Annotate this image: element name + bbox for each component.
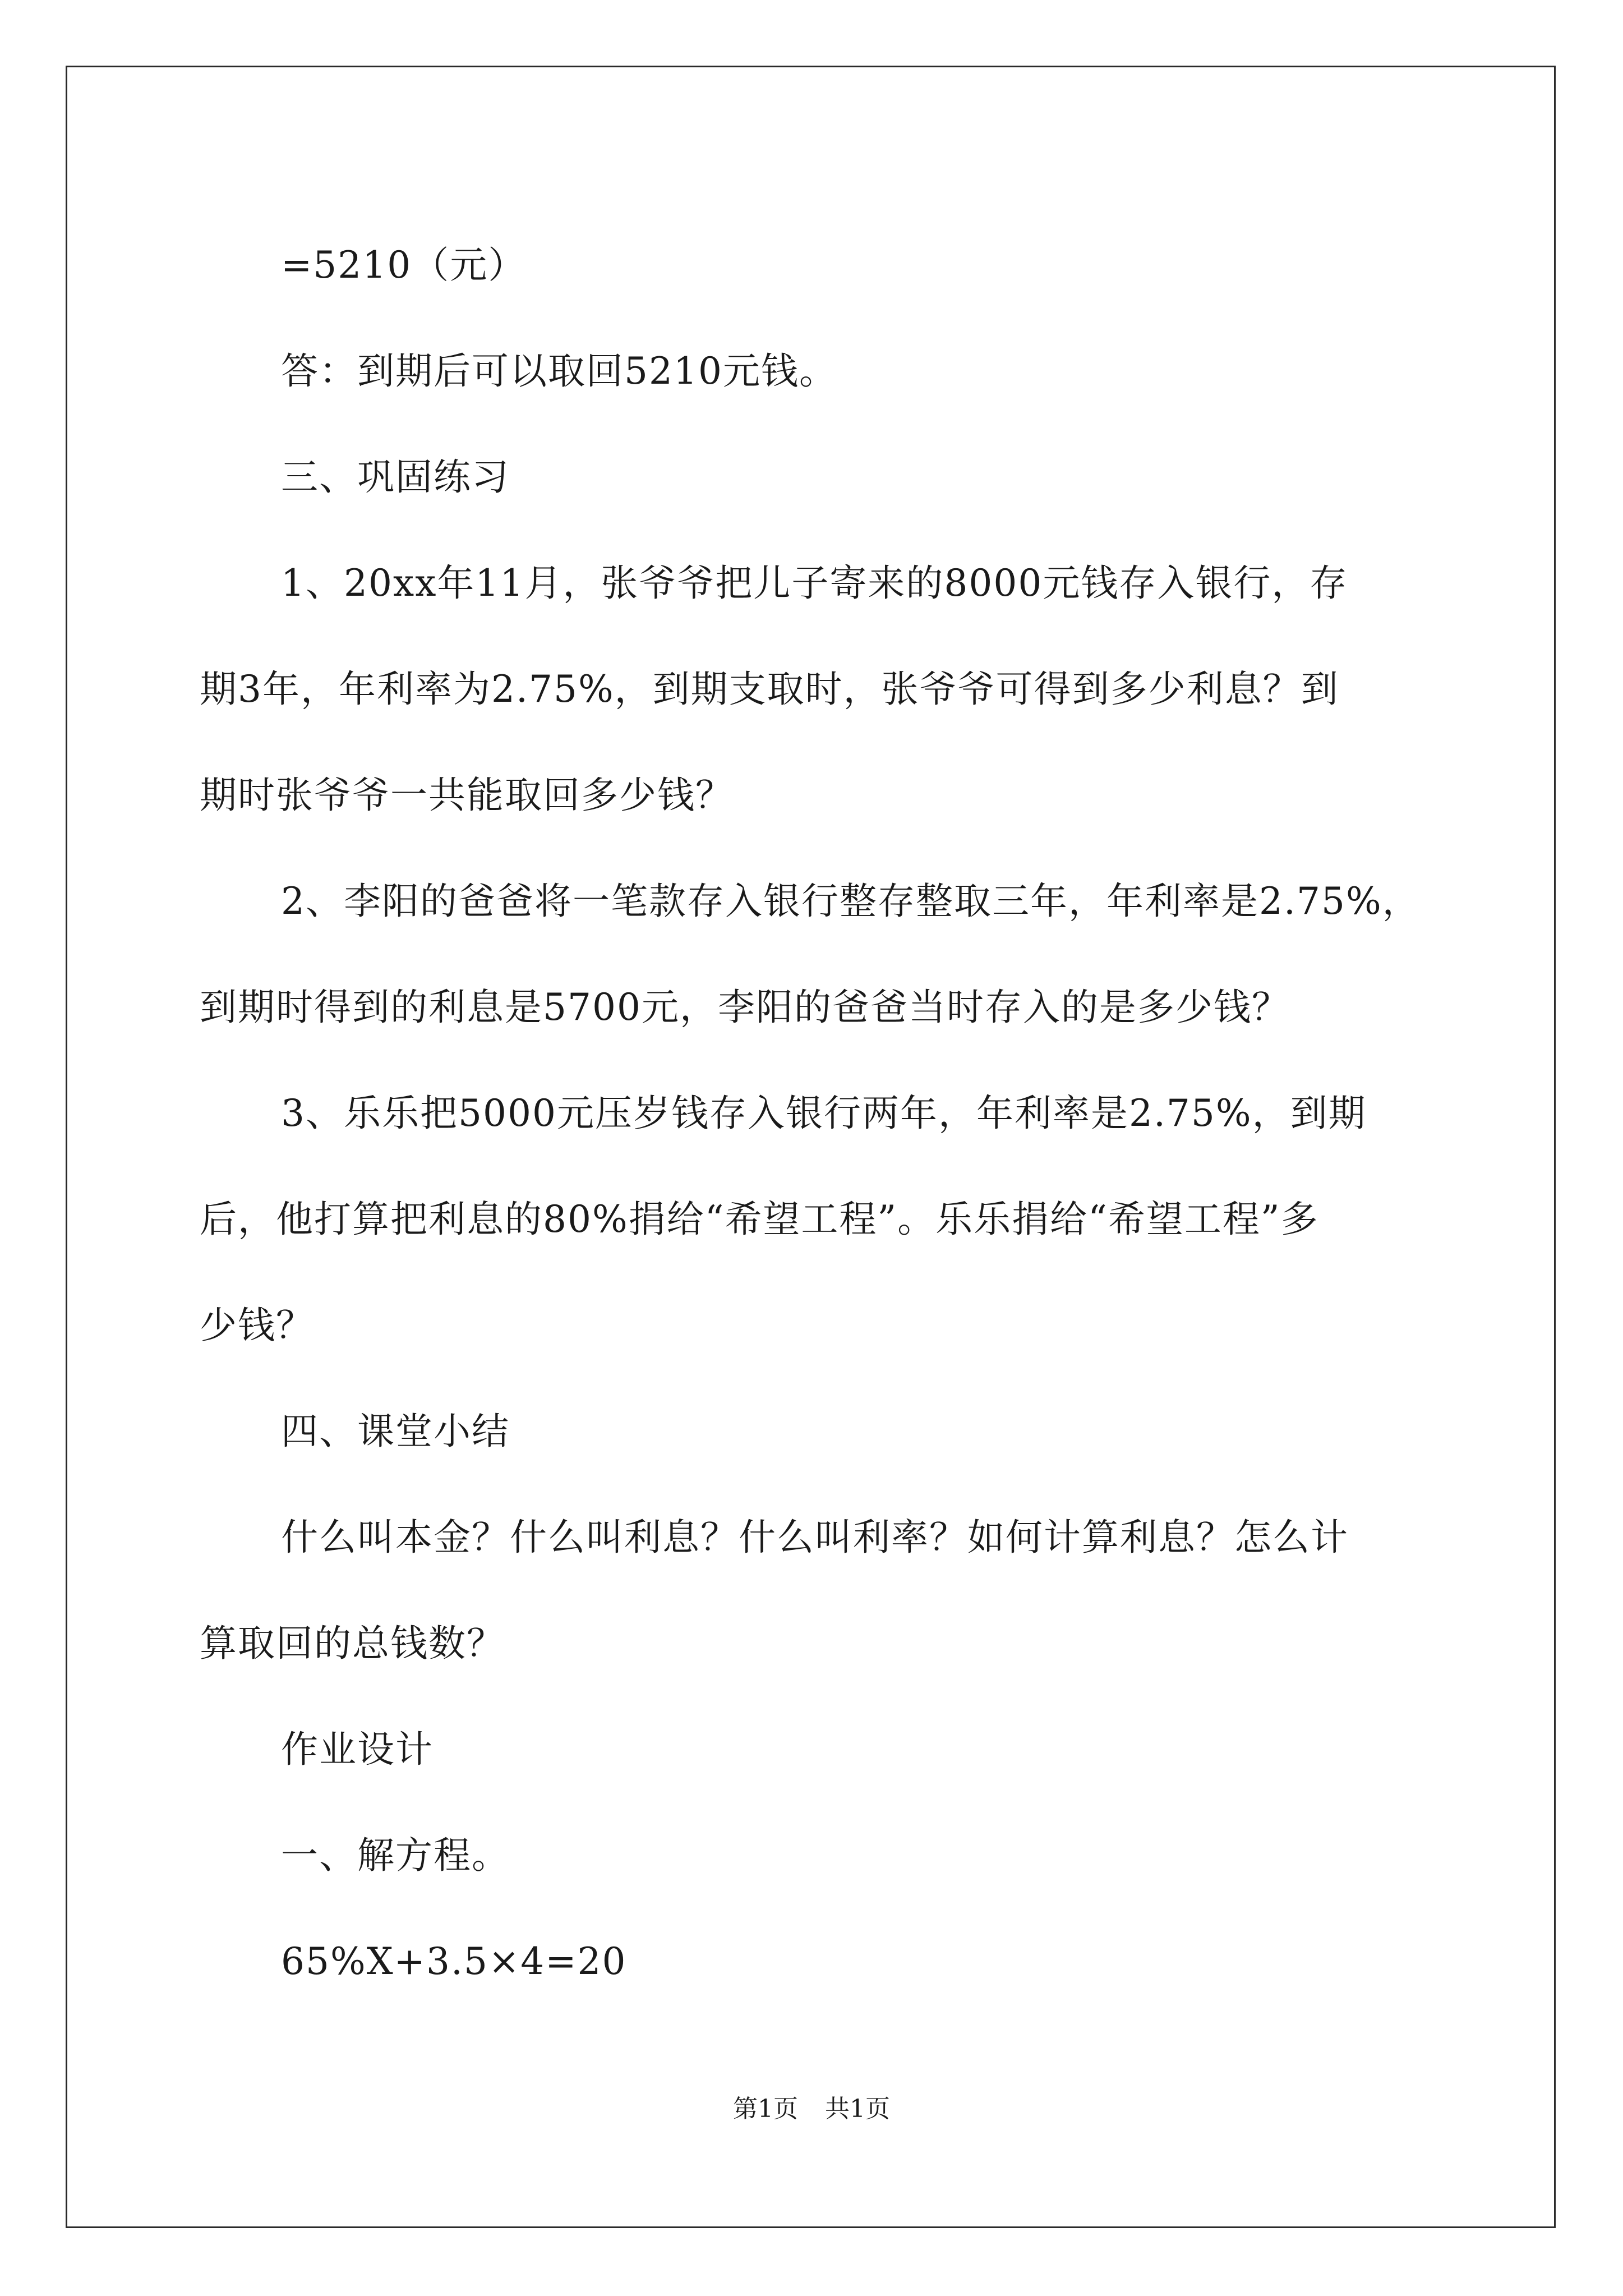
page-count: 共1页 — [825, 2095, 890, 2123]
text-line: 算取回的总钱数？ — [200, 1622, 505, 1665]
text-line: 2、李阳的爸爸将一笔款存入银行整存整取三年，年利率是2.75%， — [281, 880, 1421, 923]
text-line: 3、乐乐把5000元压岁钱存入银行两年，年利率是2.75%，到期 — [281, 1092, 1367, 1135]
text-line: 期时张爷爷一共能取回多少钱？ — [200, 774, 734, 817]
section-heading: 作业设计 — [281, 1728, 434, 1771]
text-line: 1、20xx年11月，张爷爷把儿子寄来的8000元钱存入银行，存 — [281, 562, 1348, 605]
text-line: 期3年，年利率为2.75%，到期支取时，张爷爷可得到多少利息？到 — [200, 668, 1339, 711]
text-line: =5210（元） — [281, 243, 527, 287]
equation-line: 65%X+3.5×4=20 — [281, 1940, 627, 1983]
text-line: 什么叫本金？什么叫利息？什么叫利率？如何计算利息？怎么计 — [281, 1516, 1349, 1559]
section-heading: 三、巩固练习 — [281, 455, 510, 499]
document-body — [200, 212, 1428, 2014]
page-footer — [0, 2092, 1623, 2126]
text-line: 后，他打算把利息的80%捐给“希望工程”。乐乐捐给“希望工程”多 — [200, 1198, 1319, 1241]
text-line: 少钱？ — [200, 1304, 314, 1347]
text-line: 到期时得到的利息是5700元，李阳的爸爸当时存入的是多少钱？ — [200, 986, 1290, 1029]
page-number: 第1页 — [733, 2095, 798, 2123]
section-heading: 一、解方程。 — [281, 1834, 510, 1877]
text-line: 答：到期后可以取回5210元钱。 — [281, 349, 837, 393]
section-heading: 四、课堂小结 — [281, 1410, 510, 1453]
